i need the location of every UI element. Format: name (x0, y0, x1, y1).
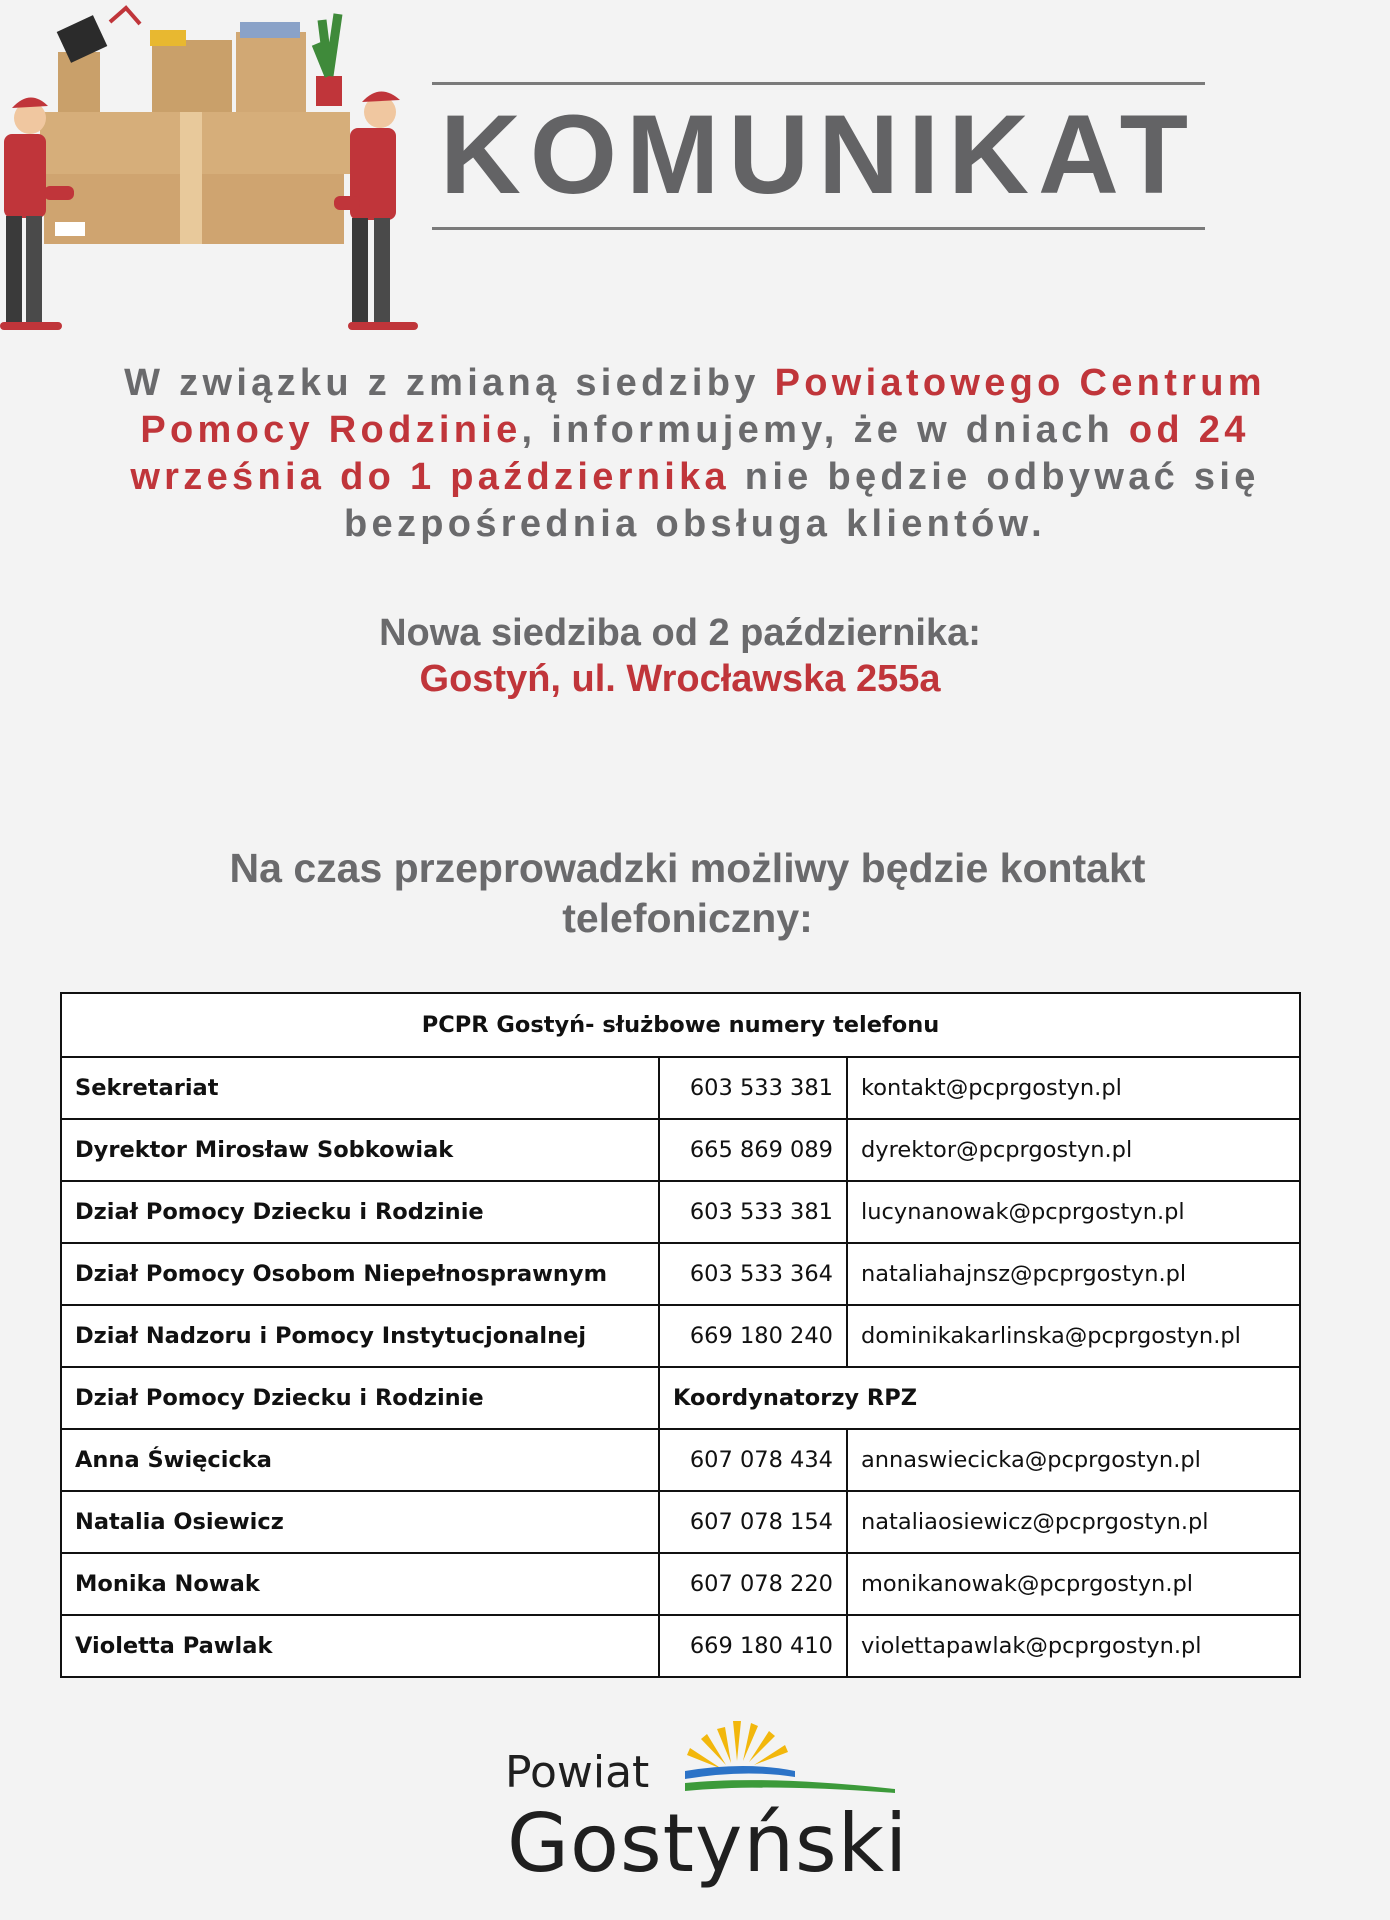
movers-illustration (0, 0, 420, 340)
powiat-gostynski-logo (505, 1705, 909, 1905)
left-mover-shirt (4, 134, 46, 218)
left-mover-cap (12, 97, 48, 108)
table-row (61, 1305, 1300, 1367)
box-tape (180, 112, 202, 244)
new-seat-label: Nowa siedziba od 2 października: (379, 612, 981, 654)
intro-text-2: , informujemy, że w dniach (521, 409, 1129, 451)
row-name: Dział Pomocy Dziecku i Rodzinie (61, 1181, 659, 1243)
plant-pot (316, 76, 342, 106)
intro-text-1: W związku z zmianą siedziby (124, 362, 775, 404)
row-phone: 603 533 381 (659, 1057, 847, 1119)
box-top-middle (152, 40, 232, 112)
row-name: Monika Nowak (61, 1553, 659, 1615)
table-row (61, 1119, 1300, 1181)
page-title: KOMUNIKAT (439, 92, 1198, 217)
intro-paragraph (40, 360, 1350, 548)
left-mover-glove (44, 186, 74, 200)
right-mover-leg (374, 218, 390, 326)
row-phone: 665 869 089 (659, 1119, 847, 1181)
title-rule-bottom (432, 227, 1205, 230)
left-mover-leg (26, 216, 42, 326)
row-email: violettapawlak@pcprgostyn.pl (847, 1615, 1300, 1677)
table-row (61, 1057, 1300, 1119)
table-section-row (61, 1367, 1300, 1429)
box-top-left (58, 52, 100, 112)
logo-powiat-text: Powiat (505, 1747, 650, 1798)
row-email: lucynanowak@pcprgostyn.pl (847, 1181, 1300, 1243)
title-block (432, 82, 1205, 230)
row-email: nataliaosiewicz@pcprgostyn.pl (847, 1491, 1300, 1553)
row-email: kontakt@pcprgostyn.pl (847, 1057, 1300, 1119)
right-mover-leg (352, 218, 368, 326)
table-row (61, 1243, 1300, 1305)
row-phone: 607 078 434 (659, 1429, 847, 1491)
row-phone: 669 180 240 (659, 1305, 847, 1367)
hat-item (150, 30, 186, 46)
row-email: annaswiecicka@pcprgostyn.pl (847, 1429, 1300, 1491)
table-row (61, 1491, 1300, 1553)
right-mover-cap (362, 91, 400, 102)
row-name: Sekretariat (61, 1057, 659, 1119)
row-phone: 607 078 220 (659, 1553, 847, 1615)
phone-table (60, 992, 1301, 1678)
left-mover-shoes (0, 322, 62, 330)
left-mover-leg (6, 216, 22, 326)
table-row (61, 1181, 1300, 1243)
table-header-row (61, 993, 1300, 1057)
table-row (61, 1429, 1300, 1491)
intro-institution-name: Powiatowego Centrum Pomocy Rodzinie (140, 362, 1266, 451)
row-name: Anna Święcicka (61, 1429, 659, 1491)
table-row (61, 1553, 1300, 1615)
box-top-right (236, 32, 306, 112)
table-title: PCPR Gostyń- służbowe numery telefonu (61, 993, 1300, 1057)
intro-date-range: od 24 września do 1 października (130, 409, 1250, 498)
new-seat-address: Gostyń, ul. Wrocławska 255a (419, 658, 941, 700)
row-phone: 607 078 154 (659, 1491, 847, 1553)
row-email: dominikakarlinska@pcprgostyn.pl (847, 1305, 1300, 1367)
intro-text-3: nie będzie odbywać się bezpośrednia obsługa klientów. (344, 456, 1260, 545)
row-name: Natalia Osiewicz (61, 1491, 659, 1553)
row-name: Dział Pomocy Osobom Niepełnosprawnym (61, 1243, 659, 1305)
section-name: Dział Pomocy Dziecku i Rodzinie (61, 1367, 659, 1429)
new-seat-block (0, 610, 1360, 702)
barcode-label (55, 222, 85, 236)
books-item (240, 22, 300, 38)
row-phone: 603 533 364 (659, 1243, 847, 1305)
logo-gostynski-text: Gostyński (507, 1797, 909, 1890)
row-name: Dział Nadzoru i Pomocy Instytucjonalnej (61, 1305, 659, 1367)
right-mover-shoes (348, 322, 418, 330)
contact-note: Na czas przeprowadzki możliwy będzie kontakt telefoniczny: (229, 845, 1146, 941)
row-phone: 669 180 410 (659, 1615, 847, 1677)
row-email: dyrektor@pcprgostyn.pl (847, 1119, 1300, 1181)
right-mover-glove (334, 196, 360, 210)
table-row (61, 1615, 1300, 1677)
row-email: nataliahajnsz@pcprgostyn.pl (847, 1243, 1300, 1305)
section-label: Koordynatorzy RPZ (659, 1367, 1300, 1429)
cactus-plant (316, 14, 338, 76)
row-name: Violetta Pawlak (61, 1615, 659, 1677)
row-phone: 603 533 381 (659, 1181, 847, 1243)
row-email: monikanowak@pcprgostyn.pl (847, 1553, 1300, 1615)
row-name: Dyrektor Mirosław Sobkowiak (61, 1119, 659, 1181)
lamp-item (110, 8, 140, 24)
